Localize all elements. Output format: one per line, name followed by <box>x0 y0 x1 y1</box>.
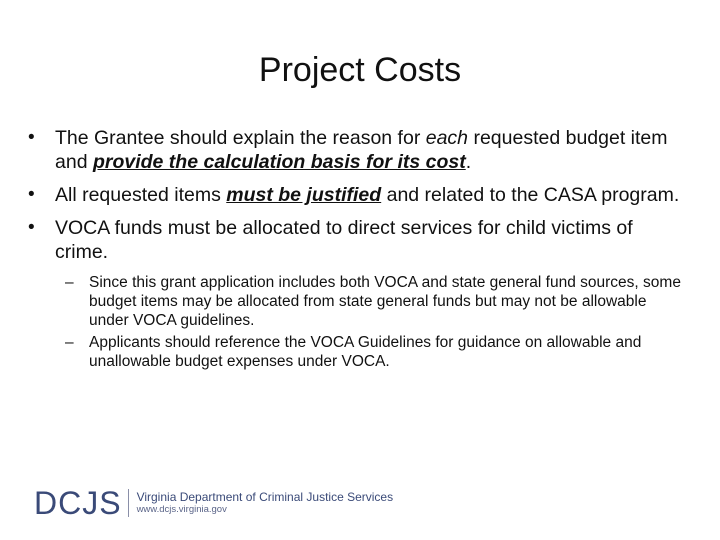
slide-title: Project Costs <box>258 51 462 89</box>
bullet-marker: • <box>28 184 35 205</box>
sub-bullet-item <box>55 333 688 371</box>
emphasis-each: each <box>425 127 469 149</box>
logo-divider <box>128 489 129 517</box>
bullet-marker: • <box>28 127 35 148</box>
bullet-list <box>28 126 688 380</box>
logo-org-name: Virginia Department of Criminal Justice Services <box>136 490 394 504</box>
bullet-text-segment: requested budget item and <box>55 127 668 173</box>
bullet-text-segment: The Grantee should explain the reason for <box>55 127 426 149</box>
bullet-marker: • <box>28 217 35 238</box>
sub-bullet-marker: – <box>65 274 74 291</box>
sub-bullet-list <box>55 273 688 371</box>
bullet-text-segment: and related to the CASA program. <box>381 184 680 206</box>
logo-url: www.dcjs.virginia.gov <box>136 504 227 515</box>
dcjs-logo <box>34 486 393 520</box>
bullet-text: VOCA funds must be allocated to direct services for child victims of crime. <box>55 217 633 263</box>
sub-bullet-item <box>55 273 688 330</box>
emphasis-must-be-justified: must be justified <box>226 184 382 206</box>
sub-bullet-marker: – <box>65 334 74 351</box>
bullet-text-segment: All requested items <box>55 184 227 206</box>
sub-bullet-text: Since this grant application includes both VOCA and state general fund sources, some budget items may be allocated from state general funds but may not be allowable under VOCA guidelines. <box>89 274 681 329</box>
bullet-item <box>28 126 688 174</box>
bullet-text-segment: . <box>465 151 472 173</box>
emphasis-calculation-basis: provide the calculation basis for its cost <box>92 151 466 173</box>
logo-text-block <box>137 490 394 516</box>
logo-mark: DCJS <box>34 485 122 521</box>
bullet-item <box>28 216 688 371</box>
bullet-item <box>28 183 688 207</box>
sub-bullet-text: Applicants should reference the VOCA Guidelines for guidance on allowable and unallowable budget expenses under VOCA. <box>89 334 642 370</box>
